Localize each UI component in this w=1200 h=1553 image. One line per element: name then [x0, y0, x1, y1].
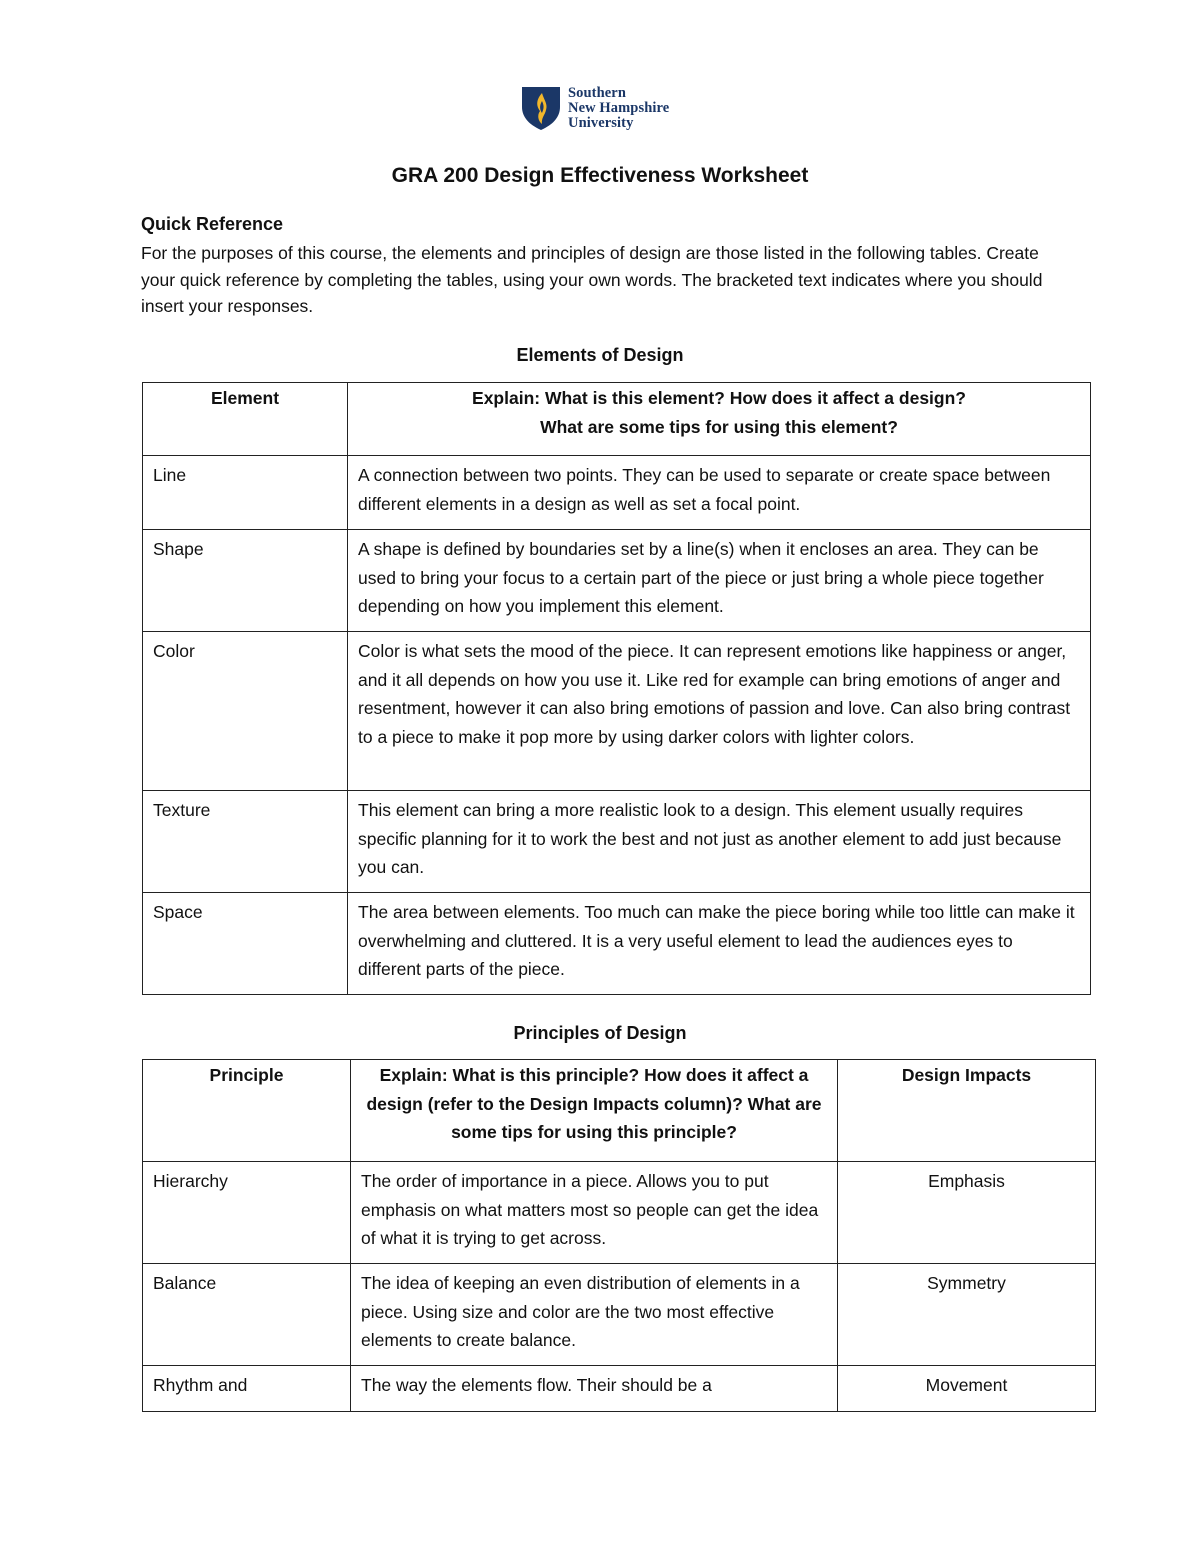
logo-line-3: University	[568, 114, 634, 131]
principle-name: Hierarchy	[143, 1162, 351, 1264]
table-row	[143, 456, 1091, 530]
table-header-row	[143, 383, 1091, 456]
flame-shield-icon	[520, 85, 562, 131]
element-name: Line	[143, 456, 348, 530]
element-name: Texture	[143, 791, 348, 893]
table-row	[143, 791, 1091, 893]
principle-description: The way the elements flow. Their should be a	[351, 1366, 838, 1412]
table-row	[143, 1366, 1096, 1412]
quick-reference-heading: Quick Reference	[141, 214, 284, 234]
quick-reference-text: For the purposes of this course, the elements and principles of design are those listed in the following tables. Create your quick reference by completing the tables, using your own words. The bracketed text indicates where you should insert your responses.	[141, 243, 1043, 316]
elements-section-title: Elements of Design	[516, 345, 684, 365]
logo-line-2: New Hampshire	[568, 99, 670, 116]
principle-column-header: Principle	[143, 1060, 351, 1162]
logo-wordmark	[568, 86, 669, 131]
element-description: A shape is defined by boundaries set by a line(s) when it encloses an area. They can be used to bring your focus to a certain part of the piece or just bring a whole piece together depending on how you implement this element.	[348, 530, 1091, 632]
design-impact: Movement	[838, 1366, 1096, 1412]
element-description: The area between elements. Too much can make the piece boring while too little can make it overwhelming and cluttered. It is a very useful element to lead the audiences eyes to different parts of the piece.	[348, 893, 1091, 995]
elements-table	[142, 382, 1091, 995]
document-title: GRA 200 Design Effectiveness Worksheet	[391, 164, 809, 187]
element-description: This element can bring a more realistic look to a design. This element usually requires specific planning for it to work the best and not just as another element to add just because you can.	[348, 791, 1091, 893]
element-column-header: Element	[143, 383, 348, 456]
table-row	[143, 1264, 1096, 1366]
element-description: Color is what sets the mood of the piece. It can represent emotions like happiness or anger, and it all depends on how you use it. Like red for example can bring emotions of anger and resentment, however it can also bring emotions of passion and love. Can also bring contrast to a piece to make it pop more by using darker colors with lighter colors.	[348, 632, 1091, 791]
principle-name: Balance	[143, 1264, 351, 1366]
design-impacts-column-header: Design Impacts	[838, 1060, 1096, 1162]
element-name: Color	[143, 632, 348, 791]
table-row	[143, 632, 1091, 791]
principles-section-title: Principles of Design	[513, 1023, 687, 1043]
university-logo	[520, 84, 669, 132]
design-impact: Symmetry	[838, 1264, 1096, 1366]
table-row	[143, 530, 1091, 632]
table-header-row	[143, 1060, 1096, 1162]
explain-column-header: Explain: What is this principle? How does it affect a design (refer to the Design Impacts column)? What are some tips for using this principle?	[351, 1060, 838, 1162]
principle-description: The order of importance in a piece. Allows you to put emphasis on what matters most so people can get the idea of what it is trying to get across.	[351, 1162, 838, 1264]
explain-header-line-1: Explain: What is this element? How does it affect a design?	[472, 388, 966, 408]
element-name: Space	[143, 893, 348, 995]
table-row	[143, 1162, 1096, 1264]
explain-column-header	[348, 383, 1091, 456]
explain-header-line-2: What are some tips for using this element?	[540, 416, 898, 437]
principle-name: Rhythm and	[143, 1366, 351, 1412]
table-row	[143, 893, 1091, 995]
principle-description: The idea of keeping an even distribution of elements in a piece. Using size and color are the two most effective elements to create balance.	[351, 1264, 838, 1366]
element-name: Shape	[143, 530, 348, 632]
element-description: A connection between two points. They can be used to separate or create space between different elements in a design as well as set a focal point.	[348, 456, 1091, 530]
logo-line-1: Southern	[568, 84, 627, 101]
design-impact: Emphasis	[838, 1162, 1096, 1264]
principles-table	[142, 1059, 1096, 1412]
